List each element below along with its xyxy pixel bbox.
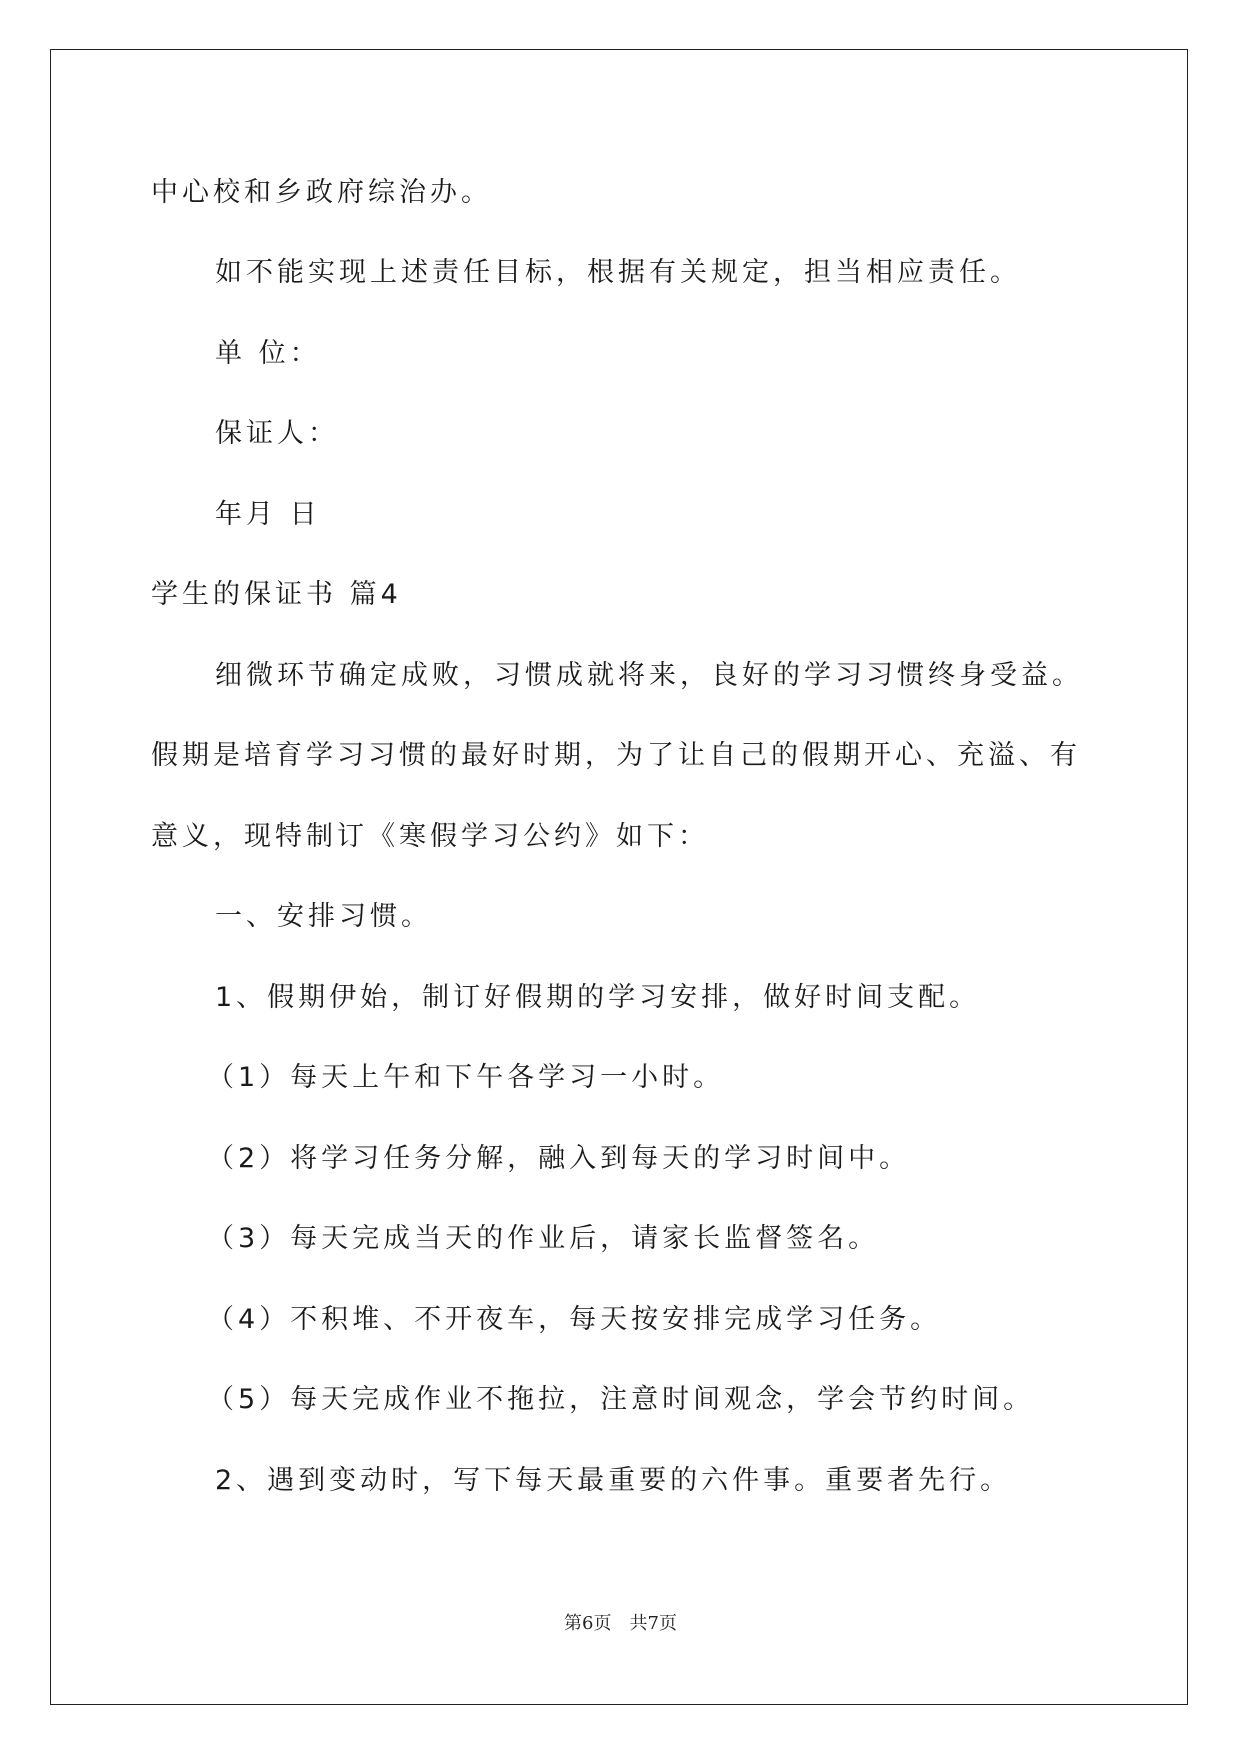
list-subitem: （2）将学习任务分解，融入到每天的学习时间中。 (207, 1143, 911, 1174)
date-line: 年月 日 (215, 499, 321, 530)
list-item: 2、遇到变动时，写下每天最重要的六件事。重要者先行。 (215, 1465, 1012, 1496)
list-subitem: （3）每天完成当天的作业后，请家长监督签名。 (207, 1223, 880, 1254)
paragraph-line: 假期是培育学习习惯的最好时期，为了让自己的假期开心、充溢、有 (151, 740, 1081, 771)
page-number-total: 共7页 (629, 1613, 677, 1634)
list-subitem: （1）每天上午和下午各学习一小时。 (207, 1062, 725, 1093)
page-border (50, 49, 1188, 1705)
paragraph-line: 中心校和乡政府综治办。 (151, 177, 492, 208)
list-subitem: （5）每天完成作业不拖拉，注意时间观念，学会节约时间。 (207, 1384, 1035, 1415)
paragraph-line: 细微环节确定成败，习惯成就将来，良好的学习习惯终身受益。 (215, 660, 1083, 691)
list-heading: 一、安排习惯。 (215, 901, 432, 932)
section-heading: 学生的保证书 篇4 (151, 579, 402, 610)
page-number-current: 第6页 (564, 1613, 612, 1634)
unit-signature-line: 单 位： (215, 338, 321, 369)
page-footer (0, 1609, 1241, 1635)
list-item: 1、假期伊始，制订好假期的学习安排，做好时间支配。 (215, 982, 981, 1013)
paragraph-line: 意义，现特制订《寒假学习公约》如下： (151, 821, 709, 852)
list-subitem: （4）不积堆、不开夜车，每天按安排完成学习任务。 (207, 1304, 942, 1335)
paragraph-line: 如不能实现上述责任目标，根据有关规定，担当相应责任。 (215, 257, 1021, 288)
guarantor-signature-line: 保证人： (215, 418, 339, 449)
